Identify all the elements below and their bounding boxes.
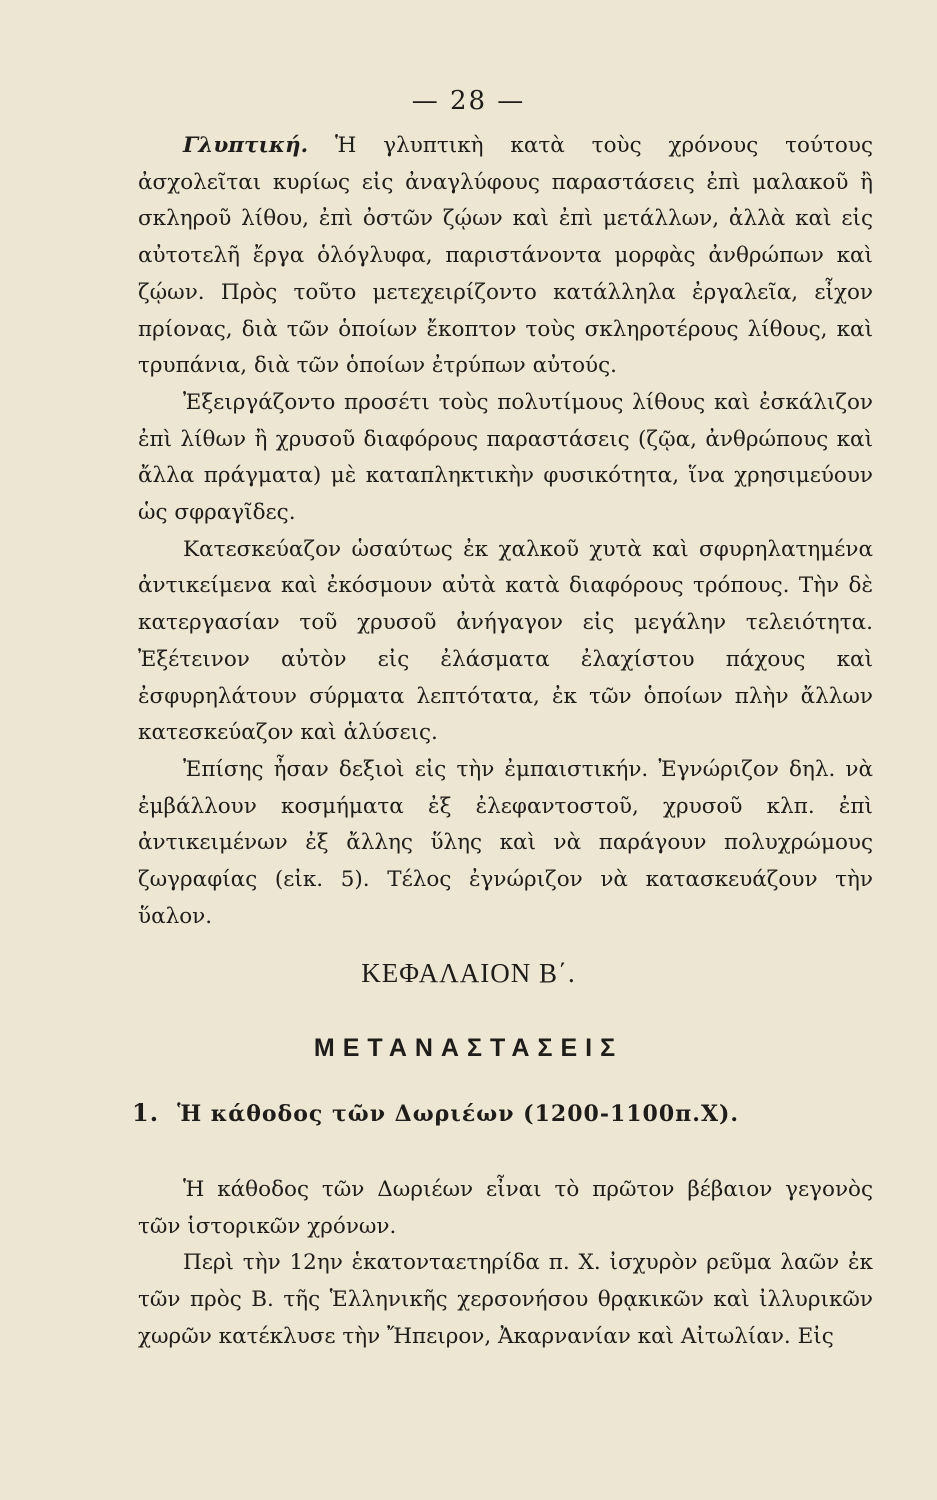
section-paragraph: Περὶ τὴν 12ην ἑκατονταετηρίδα π. Χ. ἰσχυρὸν ρεῦμα λαῶν ἐκ τῶν πρὸς Β. τῆς Ἑλληνικῆς χερσονήσου θρᾳκικῶν καὶ ἰλλυρικῶν χωρῶν κατέκλυσε τὴν Ἤπειρον, Ἀκαρνανίαν καὶ Αἰτωλίαν. Εἰς (138, 1250, 873, 1349)
main-text-block (138, 128, 873, 935)
chapter-subtitle: ΜΕΤΑΝΑΣΤΑΣΕΙΣ (313, 1034, 624, 1062)
section-text-block (138, 1172, 873, 1356)
section-heading (132, 1098, 872, 1127)
paragraph-text: Ἡ γλυπτικὴ κατὰ τοὺς χρόνους τούτους ἀσχολεῖται κυρίως εἰς ἀναγλύφους παραστάσεις ἐπὶ μαλακοῦ ἢ σκληροῦ λίθου, ἐπὶ ὀστῶν ζῴων καὶ ἐπὶ μετάλλων, ἀλλὰ καὶ εἰς αὐτοτελῆ ἔργα ὁλόγλυφα, παριστάνοντα μορφὰς ἀνθρώπων καὶ ζῴων. Πρὸς τοῦτο μετεχειρίζοντο κατάλληλα ἐργαλεῖα, εἶχον πρίονας, διὰ τῶν ὁποίων ἔκοπτον τοὺς σκληροτέρους λίθους, καὶ τρυπάνια, διὰ τῶν ὁποίων ἐτρύπων αὐτούς. (138, 133, 873, 379)
paragraph-inlay: Ἐπίσης ἦσαν δεξιοὶ εἰς τὴν ἐμπαιστικήν. Ἐγνώριζον δηλ. νὰ ἐμβάλλουν κοσμήματα ἐξ ἐλεφαντοστοῦ, χρυσοῦ κλπ. ἐπὶ ἀντικειμένων ἐξ ἄλλης ὕλης καὶ νὰ παράγουν πολυχρώμους ζωγραφίας (εἰκ. 5). Τέλος ἐγνώριζον νὰ κατασκευάζουν τὴν ὕαλον. (138, 756, 873, 929)
paragraph-gems: Ἐξειργάζοντο προσέτι τοὺς πολυτίμους λίθους καὶ ἐσκάλιζον ἐπὶ λίθων ἢ χρυσοῦ διαφόρους παραστάσεις (ζῷα, ἀνθρώπους καὶ ἄλλα πράγματα) μὲ καταπληκτικὴν φυσικότητα, ἵνα χρησιμεύουν ὡς σφραγῖδες. (138, 389, 873, 526)
paragraph-bronze-gold: Κατεσκεύαζον ὡσαύτως ἐκ χαλκοῦ χυτὰ καὶ σφυρηλατημένα ἀντικείμενα καὶ ἐκόσμουν αὐτὰ κατὰ διαφόρους τρόπους. Τὴν δὲ κατεργασίαν τοῦ χρυσοῦ ἀνήγαγον εἰς μεγάλην τελειότητα. Ἐξέτεινον αὐτὸν εἰς ἐλάσματα ἐλαχίστου πάχους καὶ ἐσφυρηλάτουν σύρματα λεπτότατα, ἐκ τῶν ὁποίων πλὴν ἄλλων κατεσκεύαζον καὶ ἁλύσεις. (138, 536, 873, 746)
paragraph-lead-heading: Γλυπτική. (183, 133, 309, 158)
section-title: Ἡ κάθοδος τῶν Δωριέων (1200-1100π.Χ). (177, 1101, 740, 1127)
chapter-title: ΚΕΦΑΛΑΙΟΝ Β΄. (361, 958, 576, 988)
page-number: — 28 — (411, 86, 526, 116)
section-paragraph: Ἡ κάθοδος τῶν Δωριέων εἶναι τὸ πρῶτον βέβαιον γεγονὸς τῶν ἱστορικῶν χρόνων. (138, 1177, 873, 1239)
section-number: 1. (132, 1098, 160, 1127)
paragraph-sculpture (138, 128, 873, 385)
